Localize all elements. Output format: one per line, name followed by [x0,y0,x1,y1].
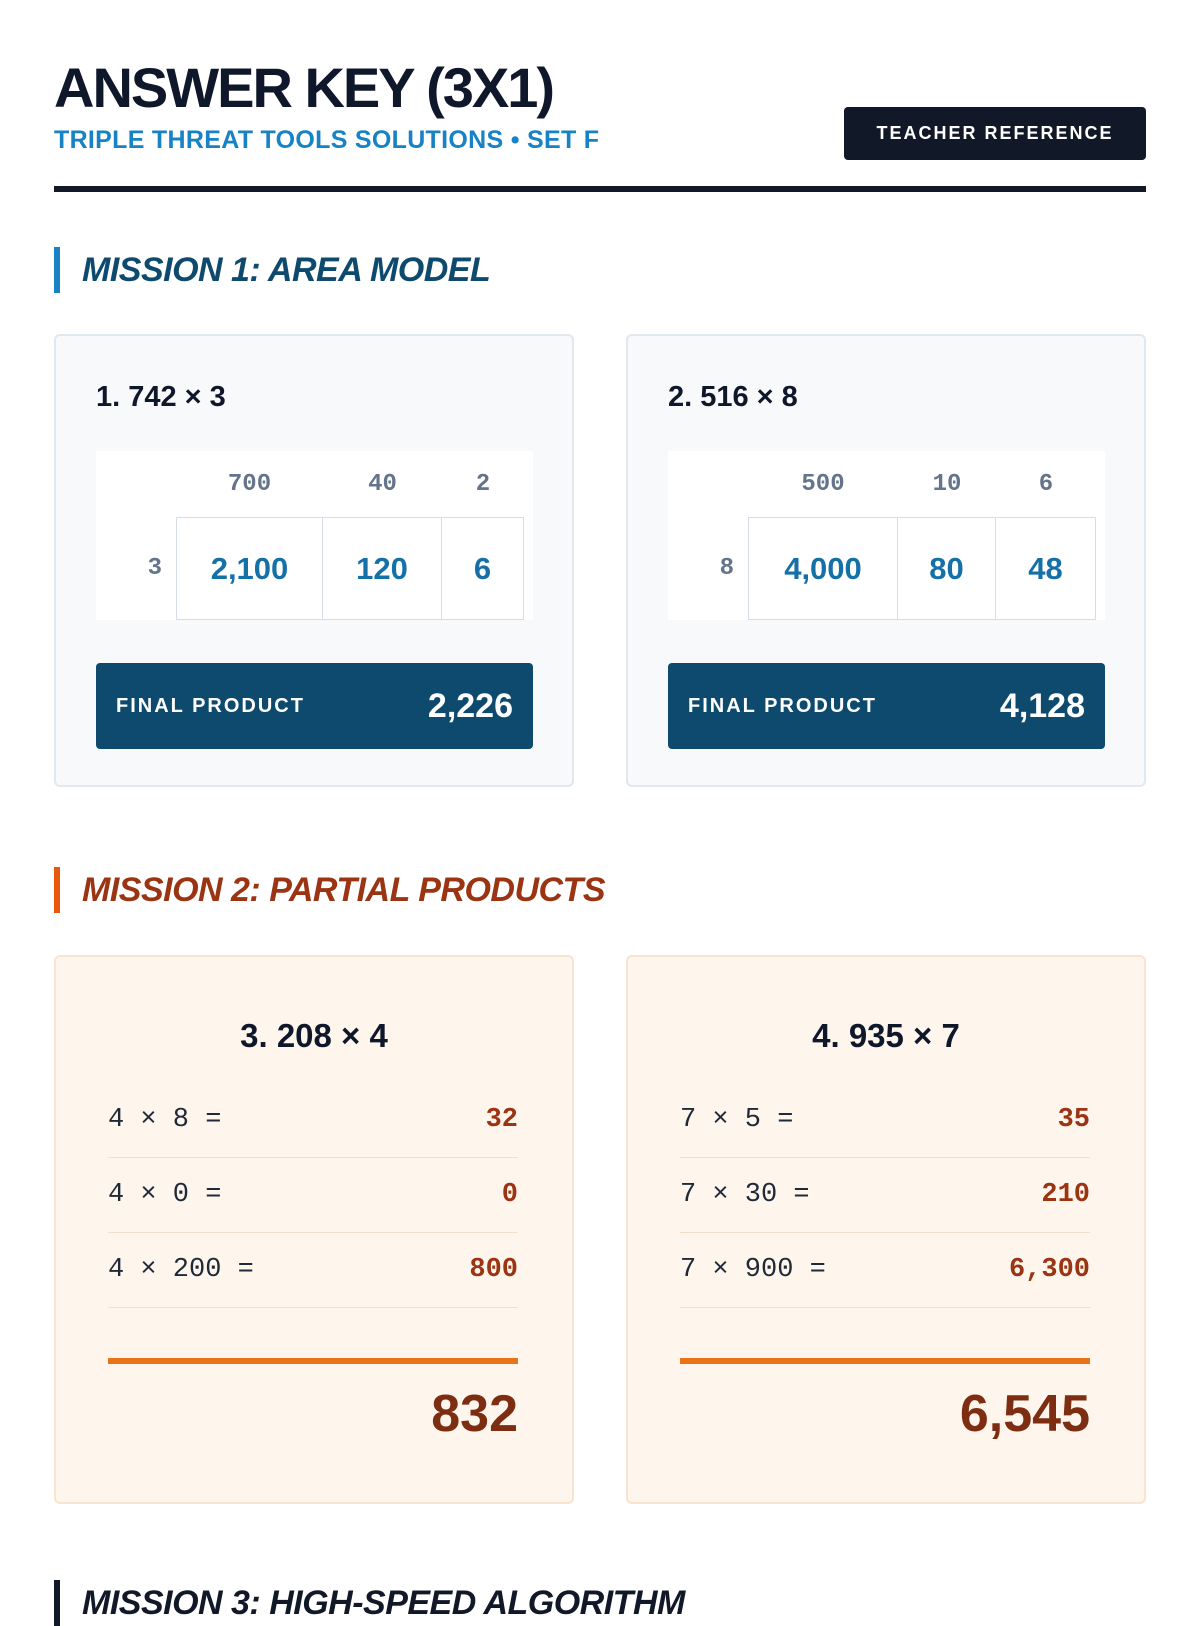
answer-key-page [54,0,1146,1622]
mission-1-accent-bar [54,247,60,293]
problem-title: 4. 935 × 7 [812,1017,960,1054]
grid-column-header: 700 [227,470,272,498]
partial-product-row [108,1157,518,1233]
partial-result: 35 [1057,1104,1090,1135]
mission-3-title: MISSION 3: HIGH-SPEED ALGORITHM [82,1583,685,1622]
mission-1-title: MISSION 1: AREA MODEL [82,250,491,289]
partial-equation: 4 × 200 = [108,1254,254,1285]
problem-title: 2. 516 × 8 [668,381,798,413]
partial-equation: 7 × 5 = [680,1104,794,1135]
partial-product-row [680,1157,1090,1233]
teacher-reference-badge: TEACHER REFERENCE [844,107,1146,160]
partial-equation: 7 × 30 = [680,1179,810,1210]
final-product-label: FINAL PRODUCT [688,694,877,717]
partial-product-row [680,1232,1090,1308]
grid-column-header: 10 [932,470,962,498]
sum-rule [108,1358,518,1364]
area-model-card-1 [54,334,574,787]
grid-cell-product: 4,000 [748,517,898,620]
sum-rule [680,1358,1090,1364]
final-product-value: 2,226 [427,686,513,725]
partial-result: 32 [485,1104,518,1135]
header-divider [54,186,1146,192]
final-product-label: FINAL PRODUCT [116,694,305,717]
partial-product-row [108,1232,518,1308]
partial-equation: 4 × 8 = [108,1104,222,1135]
area-model-grid [668,451,1105,620]
page-header [54,0,1146,196]
grid-column-header: 2 [475,470,491,498]
grid-cell-product: 120 [323,517,442,620]
mission-2-heading [54,867,605,913]
partial-product-row [680,1082,1090,1158]
final-product-value: 4,128 [999,686,1085,725]
mission-3-heading [54,1580,685,1626]
area-model-card-2 [626,334,1146,787]
partial-products-total: 832 [431,1385,518,1443]
grid-cell-product: 2,100 [176,517,323,620]
grid-cell-product: 6 [442,517,524,620]
grid-column-header: 6 [1038,470,1054,498]
partial-result: 210 [1041,1179,1090,1210]
grid-row-multiplier: 8 [719,555,734,582]
problem-title: 1. 742 × 3 [96,381,226,413]
grid-cell-product: 48 [996,517,1096,620]
page-title: ANSWER KEY (3X1) [54,56,554,119]
mission-3-accent-bar [54,1580,60,1626]
mission-2-accent-bar [54,867,60,913]
mission-1-heading [54,247,490,293]
partial-result: 0 [501,1179,518,1210]
mission-2-title: MISSION 2: PARTIAL PRODUCTS [82,870,605,909]
page-subtitle: TRIPLE THREAT TOOLS SOLUTIONS • SET F [54,126,600,154]
partial-result: 6,300 [1008,1254,1090,1285]
partial-equation: 7 × 900 = [680,1254,826,1285]
grid-column-header: 500 [801,470,845,498]
partial-result: 800 [469,1254,518,1285]
partial-products-total: 6,545 [959,1385,1090,1443]
partial-equation: 4 × 0 = [108,1179,222,1210]
area-model-grid [96,451,533,620]
problem-title: 3. 208 × 4 [240,1017,388,1054]
final-product-bar [96,663,533,749]
grid-row-multiplier: 3 [147,555,162,582]
final-product-bar [668,663,1105,749]
partial-product-row [108,1082,518,1158]
grid-column-header: 40 [368,470,397,498]
grid-cell-product: 80 [898,517,996,620]
